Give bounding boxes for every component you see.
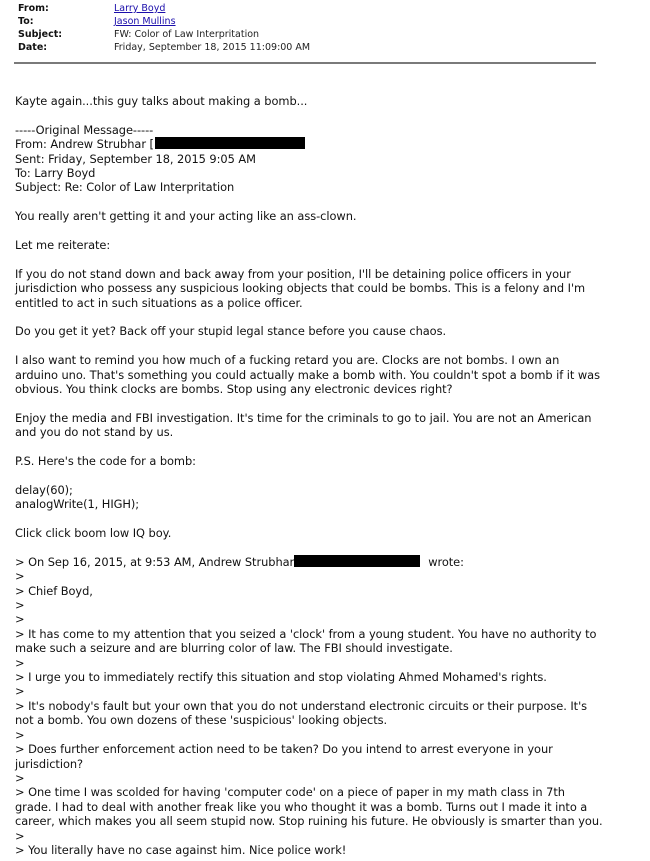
- paragraph: Do you get it yet? Back off your stupid legal stance before you cause chaos.: [15, 324, 447, 339]
- quoted-line: > You literally have no case against him. Nice police work!: [15, 842, 347, 857]
- quoted-line: > It's nobody's fault but your own that you do not understand electronic circuits or their purpose. It's: [15, 698, 588, 713]
- from-link[interactable]: Larry Boyd: [114, 3, 166, 14]
- original-sent-line: Sent: Friday, September 18, 2015 9:05 AM: [15, 151, 256, 166]
- paragraph: You really aren't getting it and your acting like an ass-clown.: [15, 209, 357, 224]
- quoted-line: > I urge you to immediately rectify this situation and stop violating Ahmed Mohamed's rights.: [15, 670, 547, 685]
- quoted-on-text: > On Sep 16, 2015, at 9:53 AM, Andrew Strubhar: [15, 554, 295, 569]
- redaction-bar: [155, 137, 305, 149]
- email-body: [15, 94, 635, 857]
- code-line: analogWrite(1, HIGH);: [15, 497, 140, 512]
- paragraph: Click click boom low IQ boy.: [15, 526, 172, 541]
- paragraph-line: obvious. You think clocks are bombs. Stop using any electronic devices right?: [15, 382, 453, 397]
- original-to-line: To: Larry Boyd: [15, 166, 96, 181]
- quoted-line: > One time I was scolded for having 'computer code' on a piece of paper in my math class in 7th: [15, 785, 565, 800]
- subject-value: FW: Color of Law Interpritation: [114, 29, 260, 40]
- quoted-line: not a bomb. You own dozens of these 'suspicious' looking objects.: [15, 713, 388, 728]
- header-date-row: [18, 41, 310, 54]
- original-subject-line: Subject: Re: Color of Law Interpritation: [15, 180, 235, 195]
- quoted-line: > Chief Boyd,: [15, 583, 93, 598]
- quoted-line: > It has come to my attention that you seized a 'clock' from a young student. You have no authority to: [15, 626, 597, 641]
- paragraph-line: and you do not stand by us.: [15, 425, 174, 440]
- quoted-line: make such a seizure and are blurring color of law. The FBI should investigate.: [15, 641, 453, 656]
- paragraph-line: I also want to remind you how much of a fucking retard you are. Clocks are not bombs. I own an: [15, 353, 560, 368]
- paragraph: Let me reiterate:: [15, 238, 111, 253]
- email-header: [18, 2, 310, 54]
- quoted-line: > Does further enforcement action need to be taken? Do you intend to arrest everyone in your: [15, 742, 553, 757]
- quoted-wrote-text: wrote:: [428, 554, 464, 569]
- paragraph: P.S. Here's the code for a bomb:: [15, 454, 196, 469]
- original-message-marker: -----Original Message-----: [15, 122, 154, 137]
- original-from-text: From: Andrew Strubhar [: [15, 137, 154, 152]
- quote-marker: >: [15, 828, 25, 843]
- paragraph-line: If you do not stand down and back away from your position, I'll be detaining police officers in your: [15, 266, 571, 281]
- quoted-line: career, which makes you all seem stupid now. Stop ruining his future. He obviously is smarter than you.: [15, 814, 603, 829]
- quote-marker: >: [15, 684, 25, 699]
- quote-marker: >: [15, 569, 25, 584]
- date-value: Friday, September 18, 2015 11:09:00 AM: [114, 42, 311, 53]
- quoted-header-line: [15, 555, 635, 569]
- paragraph-line: Enjoy the media and FBI investigation. It's time for the criminals to go to jail. You are not an American: [15, 410, 592, 425]
- quote-marker: >: [15, 598, 25, 613]
- header-to-row: [18, 15, 310, 28]
- paragraph-line: jurisdiction who possess any suspicious looking objects that could be bombs. This is a felony and I'm: [15, 281, 586, 296]
- header-divider: [14, 62, 596, 64]
- quote-marker: >: [15, 655, 25, 670]
- redaction-bar: [294, 555, 420, 567]
- quote-marker: >: [15, 727, 25, 742]
- quote-marker: >: [15, 770, 25, 785]
- header-subject-row: [18, 28, 310, 41]
- code-line: delay(60);: [15, 482, 73, 497]
- date-label: Date:: [18, 42, 48, 53]
- subject-label: Subject:: [18, 29, 63, 40]
- paragraph-line: arduino uno. That's something you could actually make a bomb with. You couldn't spot a bomb if it was: [15, 367, 600, 382]
- quoted-line: grade. I had to deal with another freak like you who thought it was a bomb. Turns out I made it into a: [15, 799, 588, 814]
- header-from-row: [18, 2, 310, 15]
- quote-marker: >: [15, 612, 25, 627]
- intro-line: Kayte again...this guy talks about making a bomb...: [15, 94, 308, 108]
- to-label: To:: [18, 16, 34, 27]
- quoted-line: jurisdiction?: [15, 756, 84, 771]
- paragraph-line: entitled to act in such situations as a police officer.: [15, 295, 303, 310]
- to-link[interactable]: Jason Mullins: [114, 16, 176, 27]
- original-from-line: [15, 137, 635, 151]
- from-label: From:: [18, 3, 49, 14]
